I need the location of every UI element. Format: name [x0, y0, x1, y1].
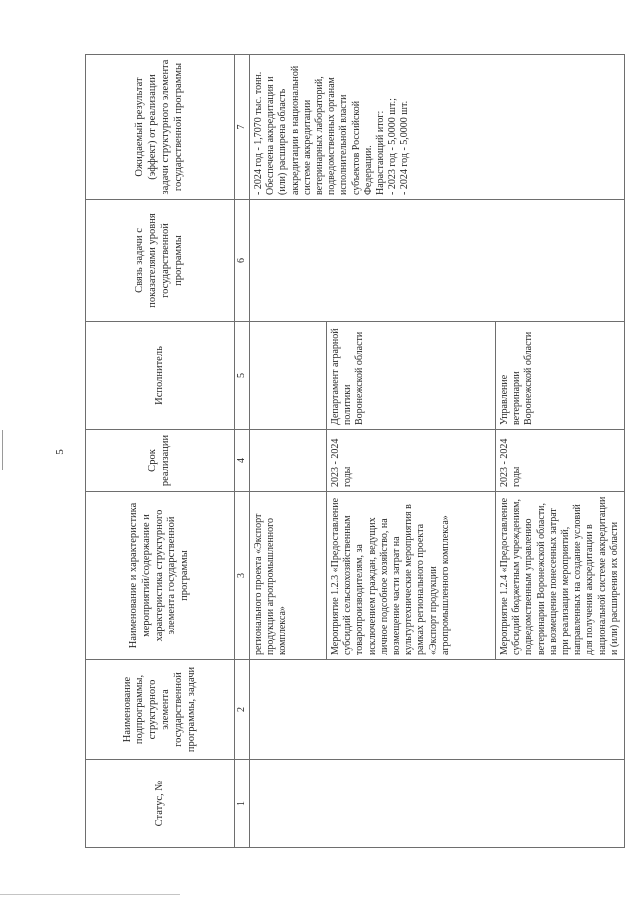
header-subprogram: Наименование подпрограммы, структурного элемента государственной программы, задачи	[86, 660, 235, 760]
table-header-row	[86, 55, 235, 848]
measure-cell: регионального проекта «Экспорт продукции агропромышленного комплекса»	[250, 492, 327, 660]
column-number: 7	[235, 55, 250, 200]
column-number: 1	[235, 760, 250, 848]
status-cell	[250, 760, 327, 848]
header-status: Статус, №	[86, 760, 235, 848]
header-link: Связь задачи с показателями уровня государственной программы	[86, 200, 235, 322]
subprogram-cell	[496, 660, 625, 760]
subprogram-cell	[250, 660, 327, 760]
column-number-row	[235, 55, 250, 848]
table-row	[250, 55, 327, 848]
result-cell: - 2024 год - 1,7070 тыс. тонн. Обеспечена аккредитация и (или) расширена область аккредитации в национальной системе аккредитации ветеринарных лабораторий, подведомственных органам исполнительной власти субъектов Российской Федерации. Нарастающий итог: - 2023 год - 5,0000 шт.; - 2024 год - 5,0000 шт.	[250, 55, 625, 200]
column-number: 3	[235, 492, 250, 660]
executor-cell: Управление ветеринарии Воронежской области	[496, 322, 625, 430]
header-executor: Исполнитель	[86, 322, 235, 430]
executor-cell: Департамент аграрной политики Воронежской области	[327, 322, 496, 430]
status-cell	[327, 760, 496, 848]
column-number: 5	[235, 322, 250, 430]
column-number: 2	[235, 660, 250, 760]
header-measure: Наименование и характеристика мероприятий/содержание и характеристика структурного элемента государственной программы	[86, 492, 235, 660]
scan-edge-mark	[2, 430, 3, 470]
subprogram-cell	[327, 660, 496, 760]
rotated-page-content	[85, 55, 620, 848]
scan-edge-line	[0, 894, 180, 895]
term-cell	[250, 430, 327, 492]
term-cell: 2023 - 2024 годы	[327, 430, 496, 492]
program-measures-table	[85, 54, 625, 848]
status-cell	[496, 760, 625, 848]
term-cell: 2023 - 2024 годы	[496, 430, 625, 492]
measure-cell: Мероприятие 1.2.4 «Предоставление субсидий бюджетным учреждениям, подведомственным управлению ветеринарии Воронежской области, на возмещение понесенных затрат при реализации мероприятий, направленных на создание условий для получения аккредитации в национальной системе аккредитации и (или) расширения их области	[496, 492, 625, 660]
header-term: Срок реализации	[86, 430, 235, 492]
measure-cell: Мероприятие 1.2.3 «Предоставление субсидий сельскохозяйственным товаропроизводителям, за исключением граждан, ведущих личное подсобное хозяйство, на возмещение части затрат на культуртехнические мероприятия в рамках регионального проекта «Экспорт продукции агропромышленного комплекса»	[327, 492, 496, 660]
page-number: 5	[54, 449, 66, 455]
executor-cell	[250, 322, 327, 430]
link-cell	[250, 200, 625, 322]
column-number: 4	[235, 430, 250, 492]
header-result: Ожидаемый результат (эффект) от реализации задачи структурного элемента государственной программы	[86, 55, 235, 200]
column-number: 6	[235, 200, 250, 322]
